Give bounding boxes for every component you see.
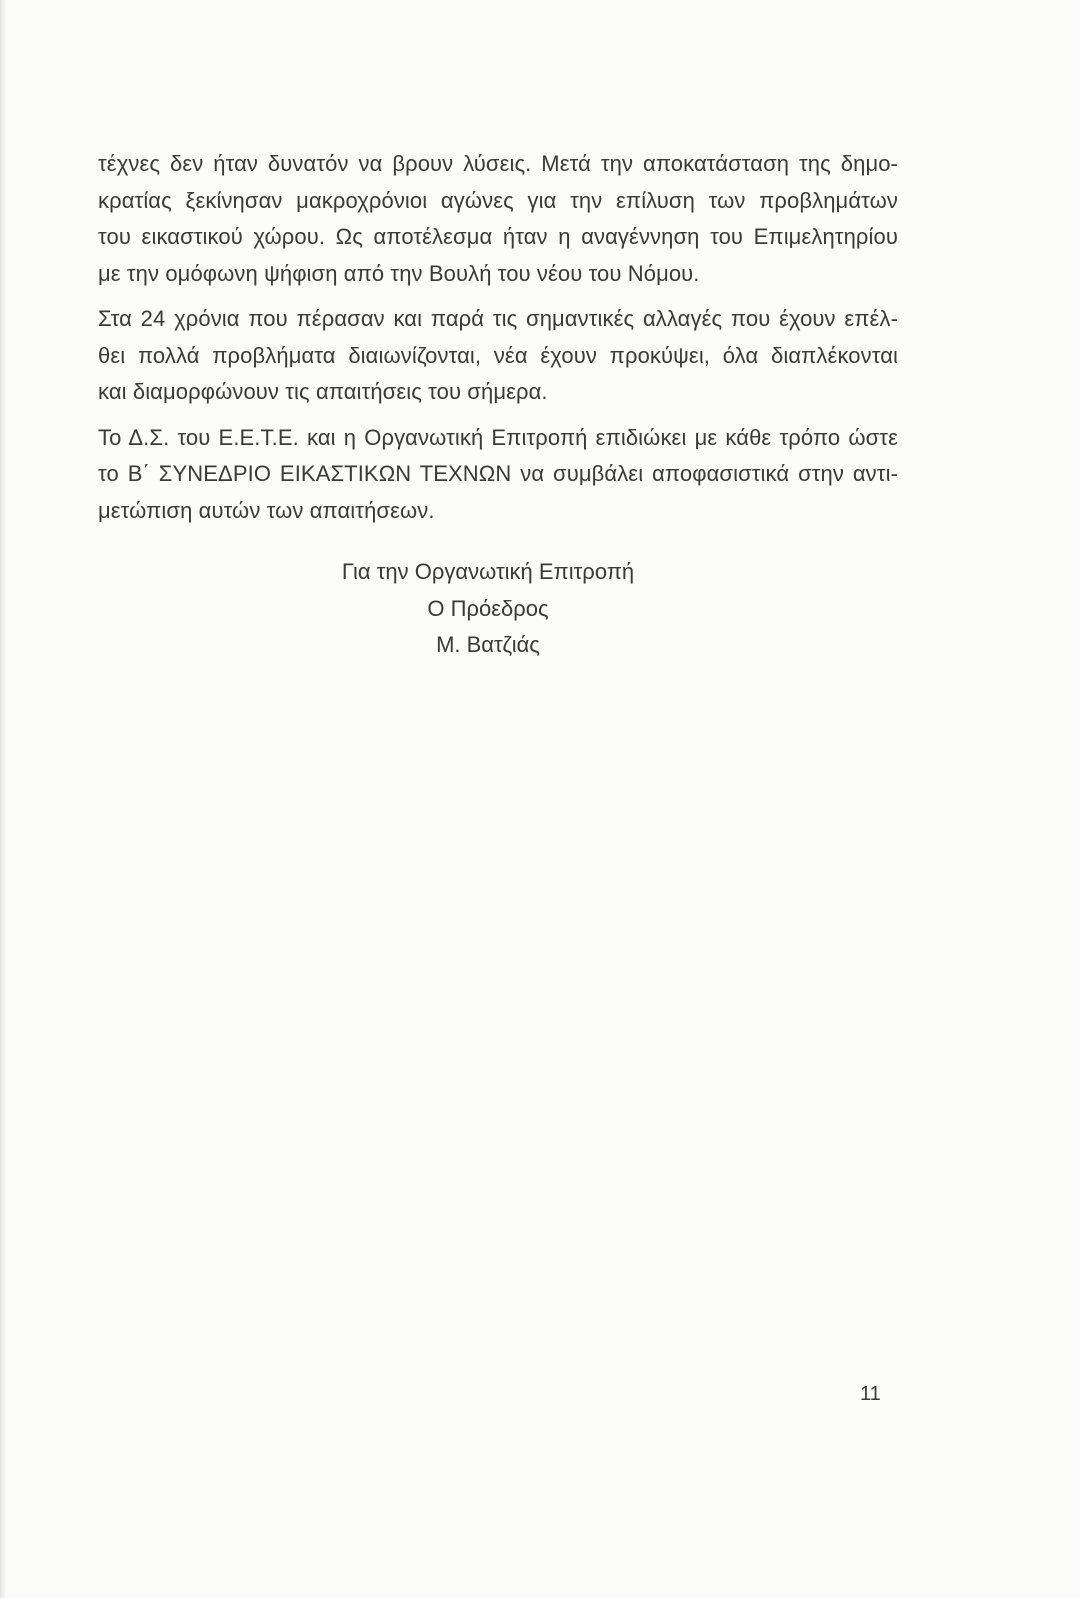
text-line: Στα 24 χρόνια που πέρασαν και παρά τις σημαντικές αλλαγές που έχουν επέλ- <box>98 306 898 331</box>
signature-block <box>0 554 976 664</box>
text-line: μετώπιση αυτών των απαιτήσεων. <box>98 497 435 523</box>
paragraph-1 <box>98 146 898 292</box>
text-line: του εικαστικού χώρου. Ως αποτέλεσμα ήταν η αναγέννηση του Επιμελητηρίου <box>98 224 898 249</box>
text-line: κρατίας ξεκίνησαν μακροχρόνιοι αγώνες για την επίλυση των προβλημάτων <box>98 187 898 213</box>
page-edge-shadow <box>0 0 6 1598</box>
text-line: τέχνες δεν ήταν δυνατόν να βρουν λύσεις. Μετά την αποκατάσταση της δημο- <box>98 151 898 176</box>
paragraph-spacer <box>98 292 898 301</box>
body-text <box>98 146 898 529</box>
signature-title: Ο Πρόεδρος <box>427 595 549 621</box>
text-line: το Β΄ ΣΥΝΕΔΡΙΟ ΕΙΚΑΣΤΙΚΩΝ ΤΕΧΝΩΝ να συμβάλει αποφασιστικά στην αντι- <box>98 461 898 486</box>
text-line: και διαμορφώνουν τις απαιτήσεις του σήμερα. <box>98 379 548 404</box>
paragraph-3 <box>98 420 898 530</box>
text-line: θει πολλά προβλήματα διαιωνίζονται, νέα έχουν προκύψει, όλα διαπλέκονται <box>98 342 898 368</box>
text-line: με την ομόφωνη ψήφιση από την Βουλή του νέου του Νόμου. <box>98 260 700 286</box>
text-line: Το Δ.Σ. του Ε.Ε.Τ.Ε. και η Οργανωτική Επιτροπή επιδιώκει με κάθε τρόπο ώστε <box>98 424 898 450</box>
paragraph-spacer <box>98 411 898 420</box>
signature-name: Μ. Βατζιάς <box>436 632 540 657</box>
paragraph-2 <box>98 301 898 411</box>
signature-committee: Για την Οργανωτική Επιτροπή <box>341 559 635 584</box>
page-number: 11 <box>860 1383 881 1405</box>
